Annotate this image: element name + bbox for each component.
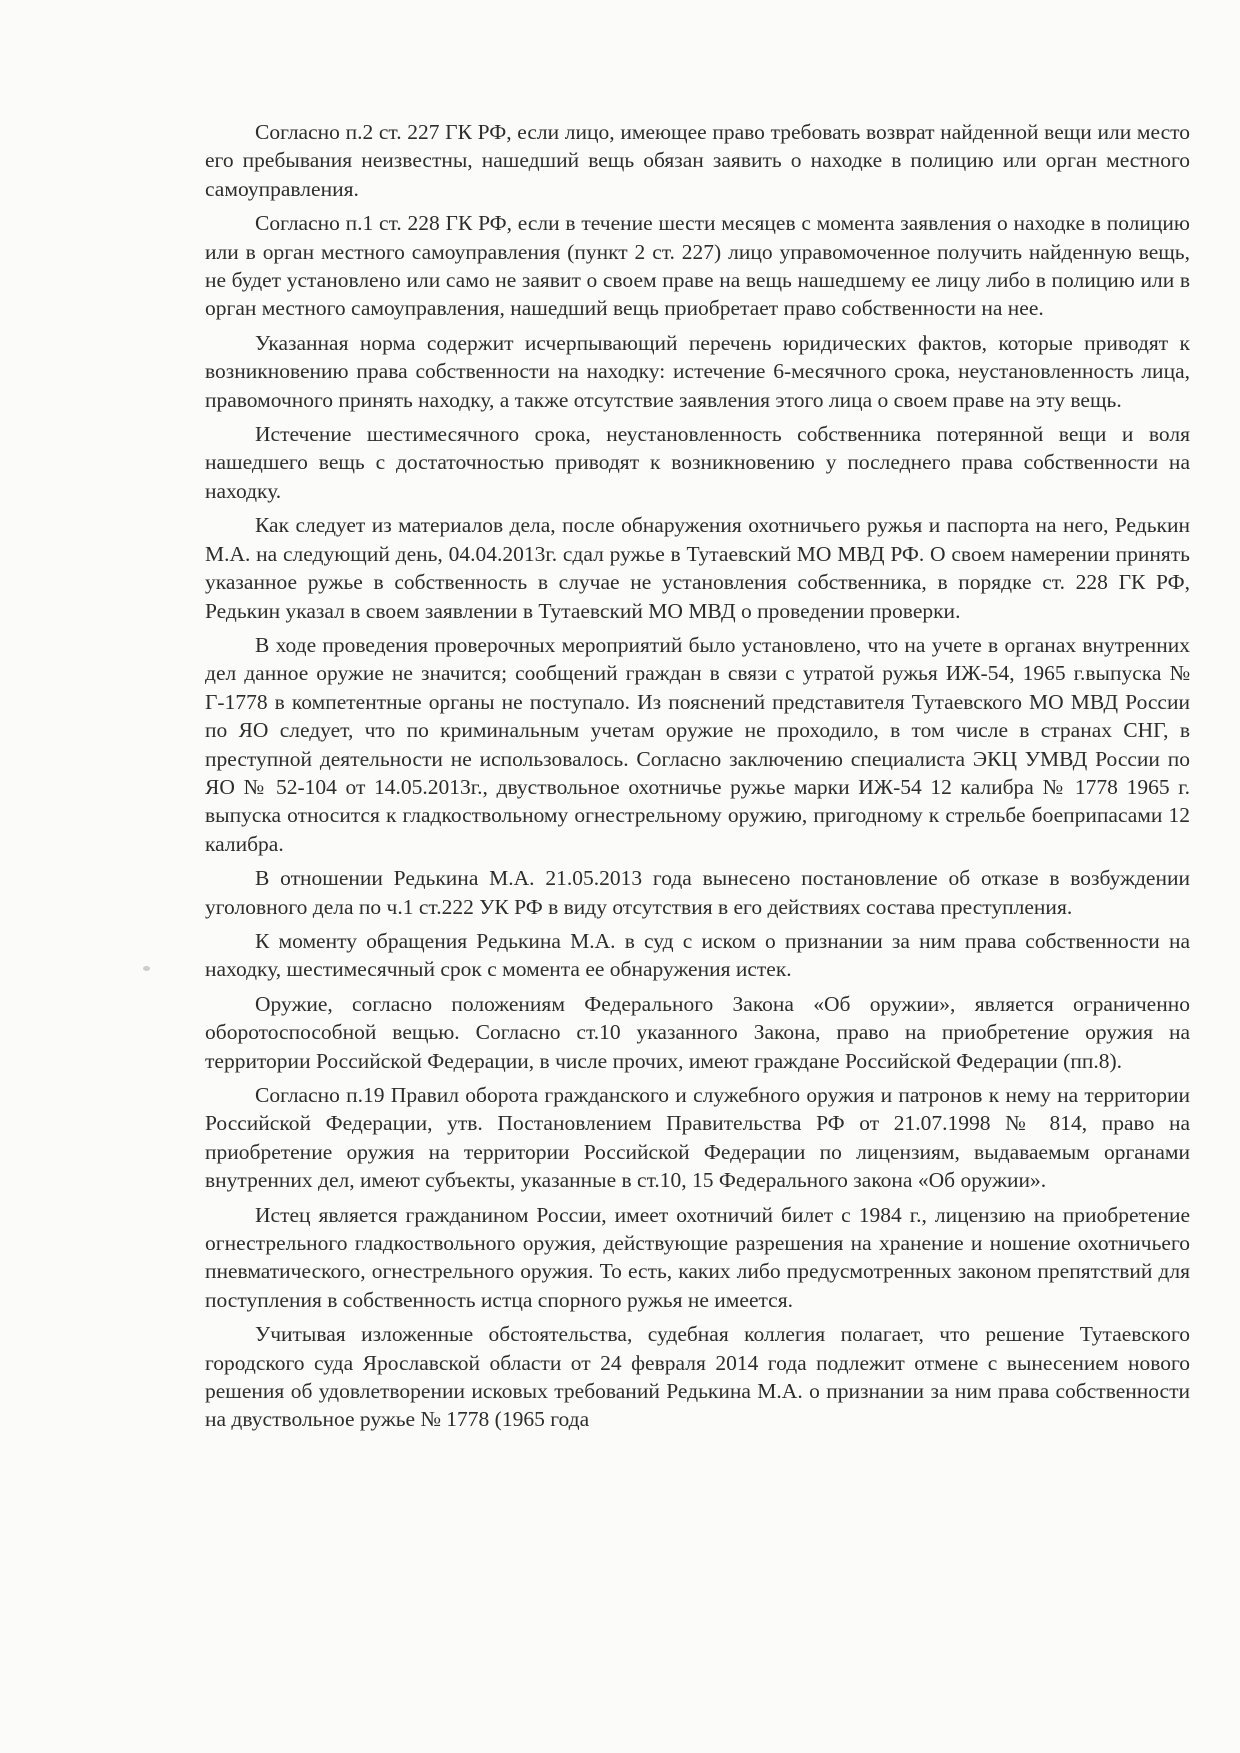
paragraph-10: Согласно п.19 Правил оборота гражданского и служебного оружия и патронов к нему на территории Российской Федерации, утв. Постановлением Правительства РФ от 21.07.1998 № 814, право на приобретение оружия на территории Российской Федерации по лицензиям, выдаваемым органами внутренних дел, имеют субъекты, указанные в ст.10, 15 Федерального закона «Об оружии». [205,1083,1190,1193]
scan-speck [143,966,150,971]
paragraph-4: Истечение шестимесячного срока, неустановленность собственника потерянной вещи и воля нашедшего вещь с достаточностью приводят к возникновению у последнего права собственности на находку. [205,422,1190,503]
paragraph-8: К моменту обращения Редькина М.А. в суд с иском о признании за ним права собственности на находку, шестимесячный срок с момента ее обнаружения истек. [205,928,1190,982]
document-body [205,118,1190,1440]
paragraph-2: Согласно п.1 ст. 228 ГК РФ, если в течение шести месяцев с момента заявления о находке в полицию или в орган местного самоуправления (пункт 2 ст. 227) лицо управомоченное получить найденную вещь, не будет установлено или само не заявит о своем праве на вещь нашедшему ее лицу либо в полицию или в орган местного самоуправления, нашедший вещь приобретает право собственности на нее. [205,211,1190,321]
paragraph-6: В ходе проведения проверочных мероприятий было установлено, что на учете в органах внутренних дел данное оружие не значится; сообщений граждан в связи с утратой ружья ИЖ-54, 1965 г.выпуска № Г-1778 в компетентные органы не поступало. Из пояснений представителя Тутаевского МО МВД России по ЯО следует, что по криминальным учетам оружие не проходило, в том числе в странах СНГ, в преступной деятельности не использовалось. Согласно заключению специалиста ЭКЦ УМВД России по ЯО № 52-104 от 14.05.2013г., двуствольное охотничье ружье марки ИЖ-54 12 калибра № 1778 1965 г. выпуска относится к гладкоствольному огнестрельному оружию, пригодному к стрельбе боеприпасами 12 калибра. [205,632,1190,856]
paragraph-1: Согласно п.2 ст. 227 ГК РФ, если лицо, имеющее право требовать возврат найденной вещи или место его пребывания неизвестны, нашедший вещь обязан заявить о находке в полицию или орган местного самоуправления. [205,120,1190,201]
paragraph-7: В отношении Редькина М.А. 21.05.2013 года вынесено постановление об отказе в возбуждении уголовного дела по ч.1 ст.222 УК РФ в виду отсутствия в его действиях состава преступления. [205,866,1190,919]
paragraph-5: Как следует из материалов дела, после обнаружения охотничьего ружья и паспорта на него, Редькин М.А. на следующий день, 04.04.2013г. сдал ружье в Тутаевский МО МВД РФ. О своем намерении принять указанное ружье в собственность в случае не установления собственника, в порядке ст. 228 ГК РФ, Редькин указал в своем заявлении в Тутаевский МО МВД о проведении проверки. [205,513,1190,623]
paragraph-11: Истец является гражданином России, имеет охотничий билет с 1984 г., лицензию на приобретение огнестрельного гладкоствольного оружия, действующие разрешения на хранение и ношение охотничьего пневматического, огнестрельного оружия. То есть, каких либо предусмотренных законом препятствий для поступления в собственность истца спорного ружья не имеется. [205,1202,1190,1312]
paragraph-3: Указанная норма содержит исчерпывающий перечень юридических фактов, которые приводят к возникновению права собственности на находку: истечение 6-месячного срока, неустановленность лица, правомочного принять находку, а также отсутствие заявления этого лица о своем праве на эту вещь. [205,330,1190,412]
paragraph-9: Оружие, согласно положениям Федерального Закона «Об оружии», является ограниченно оборотоспособной вещью. Согласно ст.10 указанного Закона, право на приобретение оружия на территории Российской Федерации, в числе прочих, имеют граждане Российской Федерации (пп.8). [205,991,1190,1073]
paragraph-12: Учитывая изложенные обстоятельства, судебная коллегия полагает, что решение Тутаевского городского суда Ярославской области от 24 февраля 2014 года подлежит отмене с вынесением нового решения об удовлетворении исковых требований Редькина М.А. о признании за ним права собственности на двуствольное ружье № 1778 (1965 года [205,1322,1190,1432]
